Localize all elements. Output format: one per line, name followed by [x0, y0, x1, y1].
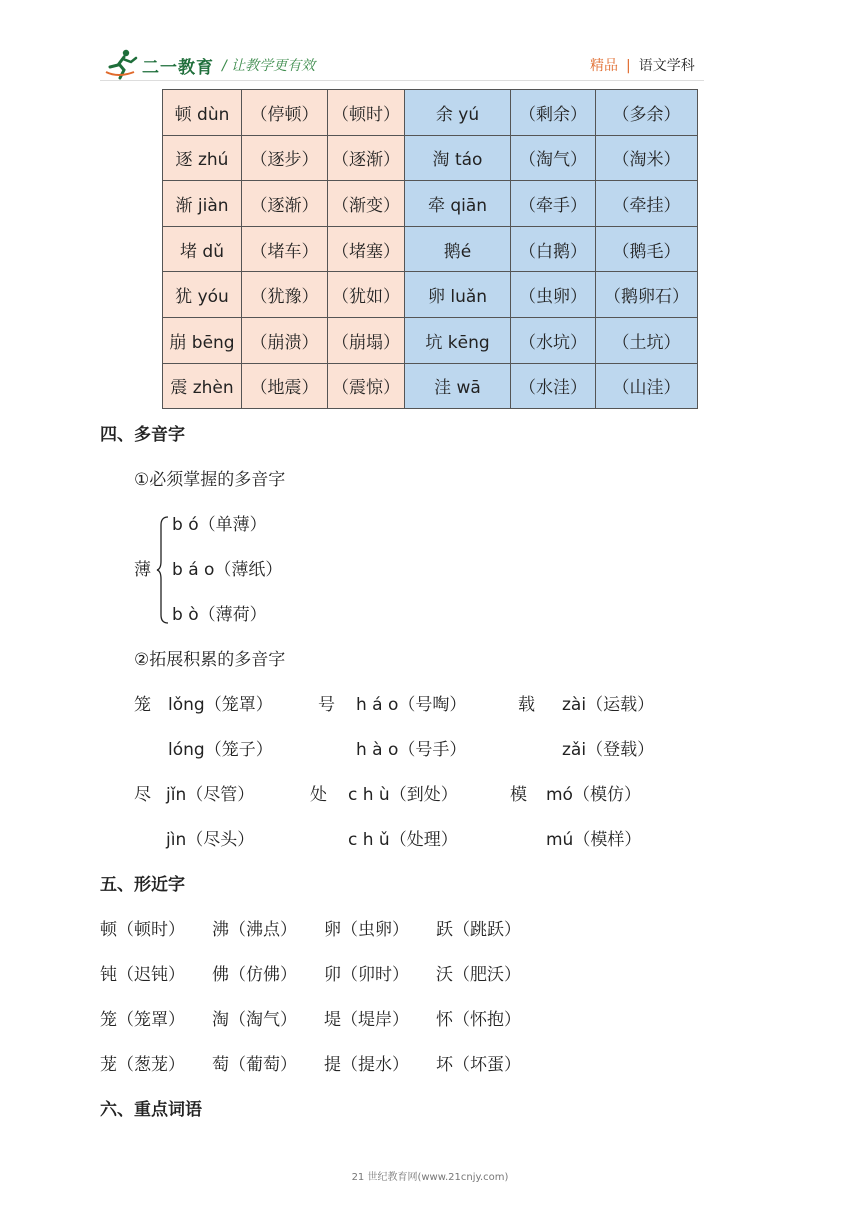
vocab-cell: 震 zhèn [163, 363, 242, 409]
header-divider-line [100, 80, 704, 81]
hao-reading-1: h á o（号啕） [356, 695, 467, 715]
vocab-cell: （逐步） [242, 135, 328, 181]
vocab-row [163, 363, 698, 409]
vocab-cell: （剩余） [511, 90, 596, 136]
jin-char: 尽 [134, 785, 151, 805]
vocab-cell: （顿时） [328, 90, 405, 136]
header-right [590, 55, 695, 75]
vocab-cell: （震惊） [328, 363, 405, 409]
vocab-cell: 洼 wā [405, 363, 511, 409]
similar-char-item: 坏（坏蛋） [436, 1055, 521, 1075]
similar-char-item: 提（提水） [324, 1055, 409, 1075]
vocab-cell: （多余） [596, 90, 698, 136]
jin-reading-1: jǐn（尽管） [166, 785, 255, 805]
similar-char-item: 沸（沸点） [212, 920, 297, 940]
vocab-row [163, 317, 698, 363]
vocab-cell: （牵手） [511, 181, 596, 227]
vocab-cell: （鹅毛） [596, 226, 698, 272]
vocab-cell: （淘米） [596, 135, 698, 181]
vocab-cell: （堵塞） [328, 226, 405, 272]
vocab-row [163, 90, 698, 136]
similar-char-item: 卯（卯时） [324, 965, 409, 985]
vocab-cell: （山洼） [596, 363, 698, 409]
similar-char-item: 堤（堤岸） [324, 1010, 409, 1030]
similar-char-item: 佛（仿佛） [212, 965, 297, 985]
section4-sub2: ②拓展积累的多音字 [134, 650, 286, 670]
runner-logo-icon [104, 48, 140, 80]
jin-reading-2: jìn（尽头） [166, 830, 255, 850]
long-reading-2: lóng（笼子） [168, 740, 273, 760]
vocab-cell: （犹如） [328, 272, 405, 318]
vocab-cell: （牵挂） [596, 181, 698, 227]
vocab-cell: 卵 luǎn [405, 272, 511, 318]
similar-char-item: 卵（虫卵） [324, 920, 409, 940]
similar-char-item: 茏（葱茏） [100, 1055, 185, 1075]
vocab-cell: （堵车） [242, 226, 328, 272]
similar-char-item: 萄（葡萄） [212, 1055, 297, 1075]
vocab-cell: （白鹅） [511, 226, 596, 272]
similar-char-item: 笼（笼罩） [100, 1010, 185, 1030]
mo-reading-1: mó（模仿） [546, 785, 641, 805]
vocab-cell: 顿 dùn [163, 90, 242, 136]
header-divider: | [626, 58, 631, 74]
vocab-cell: （崩塌） [328, 317, 405, 363]
vocab-cell: （逐渐） [242, 181, 328, 227]
vocab-row [163, 226, 698, 272]
vocab-cell: 鹅é [405, 226, 511, 272]
similar-char-item: 顿（顿时） [100, 920, 185, 940]
quality-label: 精品 [590, 58, 618, 74]
vocab-cell: 犹 yóu [163, 272, 242, 318]
long-reading-1: lǒng（笼罩） [168, 695, 273, 715]
similar-char-item: 跃（跳跃） [436, 920, 521, 940]
hao-char: 号 [318, 695, 335, 715]
vocab-cell: 淘 táo [405, 135, 511, 181]
vocab-cell: （水洼） [511, 363, 596, 409]
bao-char: 薄 [134, 560, 151, 580]
page-footer: 21 世纪教育网(www.21cnjy.com) [351, 1172, 509, 1183]
zai-reading-2: zǎi（登载） [562, 740, 655, 760]
section4-title: 四、多音字 [100, 425, 185, 445]
vocab-cell: 牵 qiān [405, 181, 511, 227]
vocab-cell: 逐 zhú [163, 135, 242, 181]
hao-reading-2: h à o（号手） [356, 740, 467, 760]
similar-char-item: 钝（迟钝） [100, 965, 185, 985]
chu-char: 处 [310, 785, 327, 805]
section6-title: 六、重点词语 [100, 1100, 202, 1120]
vocab-cell: 堵 dǔ [163, 226, 242, 272]
vocab-cell: （鹅卵石） [596, 272, 698, 318]
vocab-cell: （淘气） [511, 135, 596, 181]
chu-reading-1: c h ù（到处） [348, 785, 458, 805]
vocab-cell: 渐 jiàn [163, 181, 242, 227]
zai-reading-1: zài（运载） [562, 695, 655, 715]
mo-char: 模 [510, 785, 527, 805]
vocab-cell: （停顿） [242, 90, 328, 136]
section4-sub1: ①必须掌握的多音字 [134, 470, 286, 490]
subject-label: 语文学科 [638, 58, 695, 74]
vocab-cell: （虫卵） [511, 272, 596, 318]
bao-reading-2: b á o（薄纸） [172, 560, 283, 580]
vocab-row [163, 135, 698, 181]
similar-char-item: 沃（肥沃） [436, 965, 521, 985]
chu-reading-2: c h ǔ（处理） [348, 830, 458, 850]
left-brace-icon [156, 515, 170, 625]
long-char: 笼 [134, 695, 151, 715]
bao-reading-3: b ò（薄荷） [172, 605, 267, 625]
section5-title: 五、形近字 [100, 875, 185, 895]
bao-reading-1: b ó（单薄） [172, 515, 267, 535]
vocab-row [163, 181, 698, 227]
zai-char: 载 [518, 695, 535, 715]
similar-char-item: 淘（淘气） [212, 1010, 297, 1030]
brand-slogan: / 让教学更有效 [222, 58, 316, 74]
vocab-cell: （地震） [242, 363, 328, 409]
vocab-cell: 余 yú [405, 90, 511, 136]
vocab-row [163, 272, 698, 318]
mo-reading-2: mú（模样） [546, 830, 642, 850]
brand-name: 二一教育 [142, 58, 214, 78]
vocab-cell: （水坑） [511, 317, 596, 363]
vocab-cell: 坑 kēng [405, 317, 511, 363]
similar-char-item: 怀（怀抱） [436, 1010, 521, 1030]
vocab-cell: （崩溃） [242, 317, 328, 363]
vocab-cell: （逐渐） [328, 135, 405, 181]
vocab-table [162, 89, 698, 409]
vocab-cell: 崩 bēng [163, 317, 242, 363]
vocab-cell: （犹豫） [242, 272, 328, 318]
vocab-cell: （渐变） [328, 181, 405, 227]
vocab-cell: （土坑） [596, 317, 698, 363]
